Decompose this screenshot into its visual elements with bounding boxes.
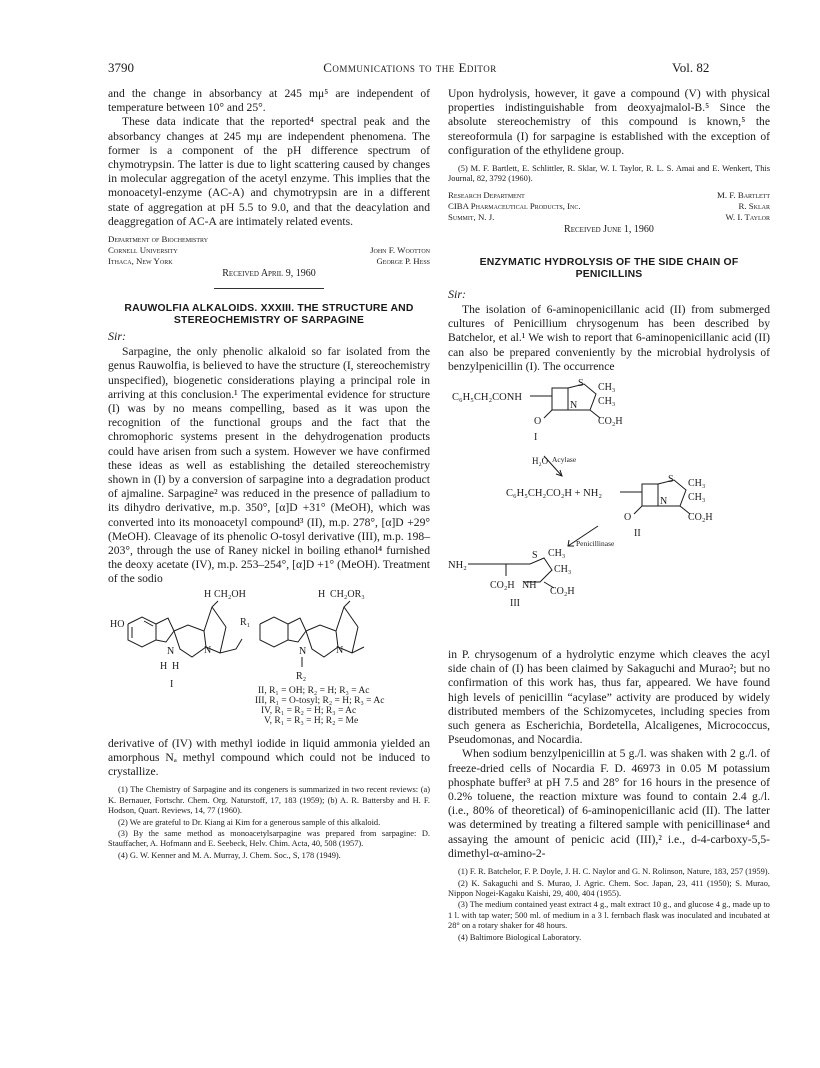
author-bartlett: M. F. Bartlett	[717, 189, 770, 200]
penicillin-paragraph-experiment: When sodium benzylpenicillin at 5 g./l. was shaken with 2 g./l. of freeze-dried cells of Nocardia F. D. 46973 in 0.05 M potassium phosphate buffer³ at pH 7.5 and 28° for 16 hours in the presence of 0.2% toluene, the reaction mixture was found to contain 2.4 g./l. (i.e., 80% of theoretical) of 6-aminopenicillanic acid (II). The latter was determined by treating a filtered sample with penicillinase⁴ and assaying the amount of penicic acid (III),² i.e., d-4-carboxy-5,5-dimethyl-α-amino-2-	[448, 747, 770, 860]
right-footnotes	[448, 867, 770, 943]
article-title-sarpagine: RAUWOLFIA ALKALOIDS. XXXIII. THE STRUCTURE AND STEREOCHEMISTRY OF SARPAGINE	[124, 303, 414, 327]
scheme-penicillinase-label: Penicillinase	[576, 539, 615, 549]
scheme-ii-ch3-a: CH₃	[688, 478, 706, 490]
scheme-i-ch3-a: CH₃	[598, 382, 616, 394]
scheme-ii-label: II	[634, 528, 641, 540]
footnote-right-4: (4) Baltimore Biological Laboratory.	[458, 932, 582, 942]
affiliation-univ: Cornell University	[108, 245, 178, 256]
legend-II: II, R₁ = OH; R₂ = H; R₃ = Ac	[258, 685, 370, 696]
affiliation-block-1	[108, 234, 430, 279]
scheme-i-sidechain: C₆H₅CH₂CONH	[452, 392, 522, 404]
scheme-ii-N: N	[660, 496, 668, 508]
beta-lactam-ring-I	[552, 388, 568, 410]
scheme-i-S: S	[578, 378, 584, 390]
footnote-left-3: (3) By the same method as monoacetylsarpagine was prepared from sarpagine: D. Stauffacher, A. Hofmann and E. Seebeck, Helv. Chim. Acta, 40, 508 (1957).	[108, 828, 430, 849]
scheme-iii-nh: NH	[522, 580, 537, 592]
scheme-ii-O: O	[624, 512, 632, 524]
footnote-right-3: (3) The medium contained yeast extract 4 g., malt extract 10 g., and glucose 4 g., made up to 1 l. with tap water; 500 ml. of medium in a 3 l. fernbach flask was inoculated and incubated at 28° on a rotary shaker for 48 hours.	[448, 900, 770, 931]
struct-ch2oh-label: CH₂OH	[214, 588, 246, 600]
struct-n1-label: N	[167, 645, 175, 657]
author-taylor: W. I. Taylor	[725, 211, 770, 222]
affiliation-block-2	[448, 190, 770, 235]
scheme-i-label: I	[534, 432, 538, 444]
struct-I-label: I	[170, 678, 174, 690]
scheme-iii-label: III	[510, 598, 520, 610]
struct-ho-label: HO	[110, 618, 125, 630]
footnote-right-5-block	[448, 164, 770, 185]
scheme-iii-co2h-b: CO₂H	[550, 586, 575, 598]
footnote-left-4: (4) G. W. Kenner and M. A. Murray, J. Chem. Soc., S, 178 (1949).	[118, 850, 341, 860]
footnote-left-2: (2) We are grateful to Dr. Kiang ai Kim for a generous sample of this alkaloid.	[118, 817, 381, 827]
footnote-right-1: (1) F. R. Batchelor, F. P. Doyle, J. H. C. Naylor and G. N. Rolinson, Nature, 183, 257 (1959).	[458, 867, 770, 877]
sarpagine-structure-diagram	[108, 587, 430, 737]
struct-h-label: H	[204, 588, 212, 600]
scheme-iii-co2h-a: CO₂H	[490, 580, 515, 592]
sarpagine-paragraph-end: derivative of (IV) with methyl iodide in liquid ammonia yielded an amorphous Nₐ methyl compound which could not be induced to crystallize.	[108, 736, 430, 779]
scheme-ii-ch3-b: CH₃	[688, 492, 706, 504]
scheme-acylase-label: Acylase	[552, 455, 577, 465]
scheme-iii-ch3-b: CH₃	[554, 564, 572, 576]
affiliation2-dept: Research Department	[448, 189, 525, 200]
penicillin-paragraph-intro: The isolation of 6-aminopenicillanic acid (II) from submerged cultures of Penicillium chrysogenum has been described by Batchelor, et al.¹ We wish to report that 6-aminopenicillanic acid (II) can also be prepared conveniently by the microbial hydrolysis of benzylpenicillin (I). The occurrence	[448, 303, 770, 373]
penicillin-reaction-scheme	[448, 378, 770, 648]
footnote-left-1: (1) The Chemistry of Sarpagine and its congeners is summarized in two recent reviews: (a) K. Bernauer, Fortschr. Chem. Org. Naturstoff, 17, 183 (1959); (b) A. R. Battersby and H. F. Hodson, Quart. Reviews, 14, 77 (1960).	[108, 785, 430, 816]
struct2-h-label: H	[318, 588, 326, 600]
scheme-i-O: O	[534, 416, 542, 428]
struct2-r1-label: R₁	[240, 616, 251, 628]
footnote-right-5: (5) M. F. Bartlett, E. Schlittler, R. Sklar, W. I. Taylor, R. L. S. Amai and E. Wenkert, This Journal, 82, 3792 (1960).	[448, 164, 770, 184]
running-title: Communications to the Editor	[323, 60, 497, 75]
left-footnotes	[108, 785, 430, 861]
author-hess: George P. Hess	[376, 256, 430, 267]
penicillin-paragraph-acylase: in P. chrysogenum of a hydrolytic enzyme which cleaves the acyl side chain of (I) has been claimed by Sakaguchi and Murao²; but no confirmation of this work has, thus far, appeared. We have found high levels of penicillin “acylase” activity are produced by widely distributed members of the Schizomycetes, including species from such genera as Escherichia, Bordetella, Alcaligenes, Micrococcus, Pseudomonas, and Nocardia.	[448, 648, 770, 747]
scheme-ii-S: S	[668, 474, 674, 486]
struct2-n2-label: N	[336, 644, 344, 656]
left-column	[108, 87, 430, 862]
scheme-ii-co2h: CO₂H	[688, 512, 713, 524]
struct2-ch2or3-label: CH₂OR₃	[330, 588, 365, 600]
scheme-ii-products: C₆H₅CH₂CO₂H + NH₂	[506, 488, 602, 500]
scheme-i-co2h: CO₂H	[598, 416, 623, 428]
salutation-2: Sir:	[448, 286, 466, 301]
author-sklar: R. Sklar	[738, 200, 770, 211]
left-paragraph-data: These data indicate that the reported⁴ spectral peak and the absorbancy changes at 245 mμ are independent phenomena. The former is a component of the pH difference spectrum of chymotrypsin. The latter is due to light scattering caused by changes in molecular aggregation of the acetyl enzyme. This implies that the monoacetyl-enzyme (AC-A) and chymotrypsin are in a different state of aggregation at pH 5.5 to 9.0, and that the deacylation and deaggregation of AC-A are intimately related events.	[108, 115, 430, 228]
beta-lactam-ring-II	[642, 484, 658, 506]
struct-h2-label: H	[160, 660, 168, 672]
sarpagine-paragraph: Sarpagine, the only phenolic alkaloid so far isolated from the genus Rauwolfia, is believed to have the structure (I, stereochemistry unspecified), biogenetic considerations playing a principal role in arriving at this conclusion.¹ The experimental evidence for structure (I) was by no means compelling, based as it was upon the recognition of the functional groups and the fact that the chromophoric systems present in the dehydrogenation products could have arisen from such a system. However we have confirmed these ideas as well as establishing the detailed stereochemistry shown in (I) by a conversion of sarpagine into a degradation product of ajmaline. Sarpagine² was reduced in the presence of palladium to its dihydro derivative, m.p. 350°, [α]D +31° (MeOH), which was converted into its monoacetyl compound³ (II), m.p. 278°, [α]D +29° (MeOH). Cleavage of its phenolic O-tosyl derivative (III), m.p. 198–203°, through the use of Raney nickel in boiling ethanol⁴ furnished the deoxy acetate (IV), m.p. 253–254°, [α]D +1° (MeOH). Treatment of the sodio	[108, 345, 430, 586]
received-date-2: Received June 1, 1960	[564, 223, 654, 235]
author-wootton: John F. Wootton	[370, 245, 430, 256]
section-divider	[214, 288, 324, 289]
struct-h3-label: H	[172, 660, 180, 672]
benzene-ring-II	[260, 617, 288, 647]
affiliation2-org: CIBA Pharmaceutical Products, Inc.	[448, 200, 581, 211]
affiliation-city: Ithaca, New York	[108, 256, 173, 267]
scheme-iii-nh2: NH₂	[448, 560, 467, 572]
volume-label: Vol. 82	[672, 60, 710, 75]
affiliation2-city: Summit, N. J.	[448, 211, 495, 222]
struct-n2-label: N	[204, 644, 212, 656]
footnote-right-2: (2) K. Sakaguchi and S. Murao, J. Agric. Chem. Soc. Japan, 23, 411 (1950); S. Murao, Nippon Nogei-Kagaku Kaishi, 29, 400, 404 (1955).	[448, 878, 770, 898]
article-title-penicillin: ENZYMATIC HYDROLYSIS OF THE SIDE CHAIN OF PENICILLINS	[479, 256, 739, 280]
scheme-iii-S: S	[532, 550, 538, 562]
scheme-i-N: N	[570, 400, 578, 412]
legend-V: V, R₁ = R₃ = H; R₂ = Me	[264, 715, 359, 726]
right-paragraph-continued: Upon hydrolysis, however, it gave a compound (V) with physical properties indistinguishable from deoxyajmalol-B.⁵ Since the absolute stereochemistry of this compound is known,⁵ the stereoformula (I) for sarpagine is established with the exception of configuration of the ethylidene group.	[448, 87, 770, 157]
received-date-1: Received April 9, 1960	[222, 268, 316, 280]
scheme-iii-ch3-a: CH₃	[548, 548, 566, 560]
salutation: Sir:	[108, 329, 126, 344]
legend-IV: IV, R₁ = R₂ = H; R₃ = Ac	[261, 705, 357, 716]
struct2-n1-label: N	[299, 645, 307, 657]
affiliation-dept: Department of Biochemistry	[108, 234, 209, 245]
left-paragraph-continued: and the change in absorbancy at 245 mμ⁵ are independent of temperature between 10° and 25°.	[108, 87, 430, 115]
page-number: 3790	[108, 60, 134, 75]
scheme-i-ch3-b: CH₃	[598, 396, 616, 408]
right-column	[448, 87, 770, 944]
legend-III: III, R₁ = O-tosyl; R₂ = H; R₃ = Ac	[255, 695, 385, 706]
struct2-r2-label: R₂	[296, 670, 307, 682]
scheme-h2o: H₂O	[532, 456, 549, 467]
